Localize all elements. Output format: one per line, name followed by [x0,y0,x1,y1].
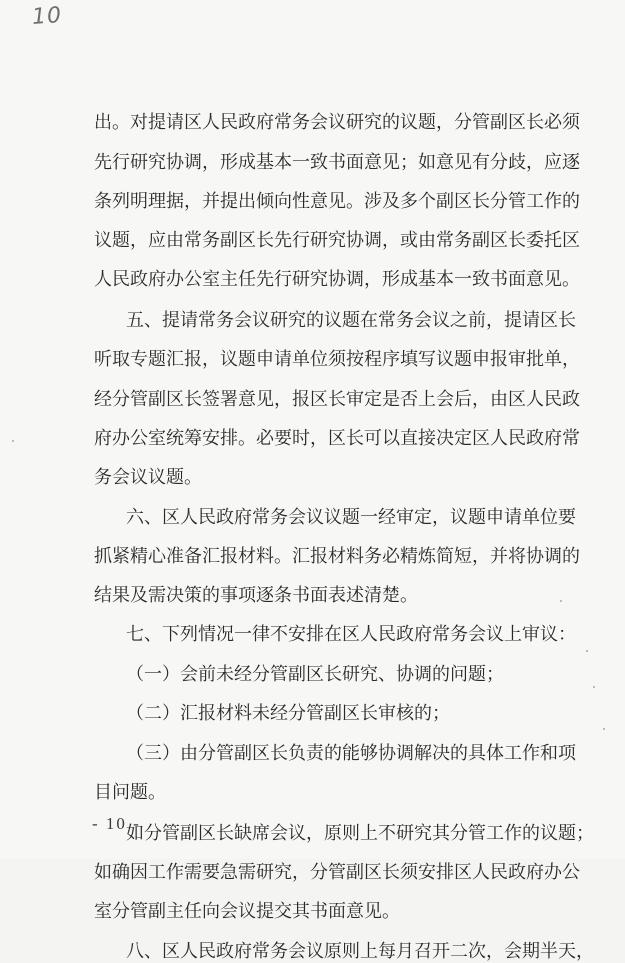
text-line: 府办公室统筹安排。必要时，区长可以直接决定区人民政府常 [94,428,580,449]
scan-speck [560,600,562,602]
scan-speck [593,686,595,688]
text-line: 经分管副区长签署意见，报区长审定是否上会后，由区人民政 [94,389,580,410]
text-line: 议题，应由常务副区长先行研究协调，或由常务副区长委托区 [94,230,580,251]
list-item-one: （一）会前未经分管副区长研究、协调的问题； [126,664,504,685]
list-item-three: （三）由分管副区长负责的能够协调解决的具体工作和项 [126,743,576,764]
text-line: 目问题。 [94,782,166,803]
paragraph-eight-heading-line: 八、区人民政府常务会议原则上每月召开二次，会期半天， [126,941,594,962]
text-line: 抓紧精心准备汇报材料。汇报材料务必精炼简短，并将协调的 [94,546,580,567]
scan-speck [12,440,14,442]
text-line: 室分管副主任向会议提交其书面意见。 [94,901,400,922]
text-line: 先行研究协调，形成基本一致书面意见；如意见有分歧，应逐 [94,152,580,173]
text-line: 出。对提请区人民政府常务会议研究的议题，分管副区长必须 [94,112,580,133]
handwritten-page-mark: 10 [31,2,63,31]
list-item-two: （二）汇报材料未经分管副区长审核的； [126,703,450,724]
scan-speck [586,650,588,652]
text-line: 结果及需决策的事项逐条书面表述清楚。 [94,585,418,606]
paragraph-seven-heading-line: 七、下列情况一律不安排在区人民政府常务会议上审议： [126,624,576,645]
scan-speck [603,728,605,730]
paragraph-five-heading-line: 五、提请常务会议研究的议题在常务会议之前，提请区长 [126,310,576,331]
text-line: 务会议议题。 [94,467,202,488]
text-line: 如分管副区长缺席会议，原则上不研究其分管工作的议题； [126,823,594,844]
text-line: 如确因工作需要急需研究，分管副区长须安排区人民政府办公 [94,862,580,883]
text-line: 听取专题汇报，议题申请单位须按程序填写议题申报审批单， [94,349,580,370]
page-number: - 10 - [92,814,141,833]
paragraph-six-heading-line: 六、区人民政府常务会议议题一经审定，议题申请单位要 [126,507,576,528]
text-line: 条列明理据，并提出倾向性意见。涉及多个副区长分管工作的 [94,191,580,212]
text-line: 人民政府办公室主任先行研究协调，形成基本一致书面意见。 [94,269,580,290]
